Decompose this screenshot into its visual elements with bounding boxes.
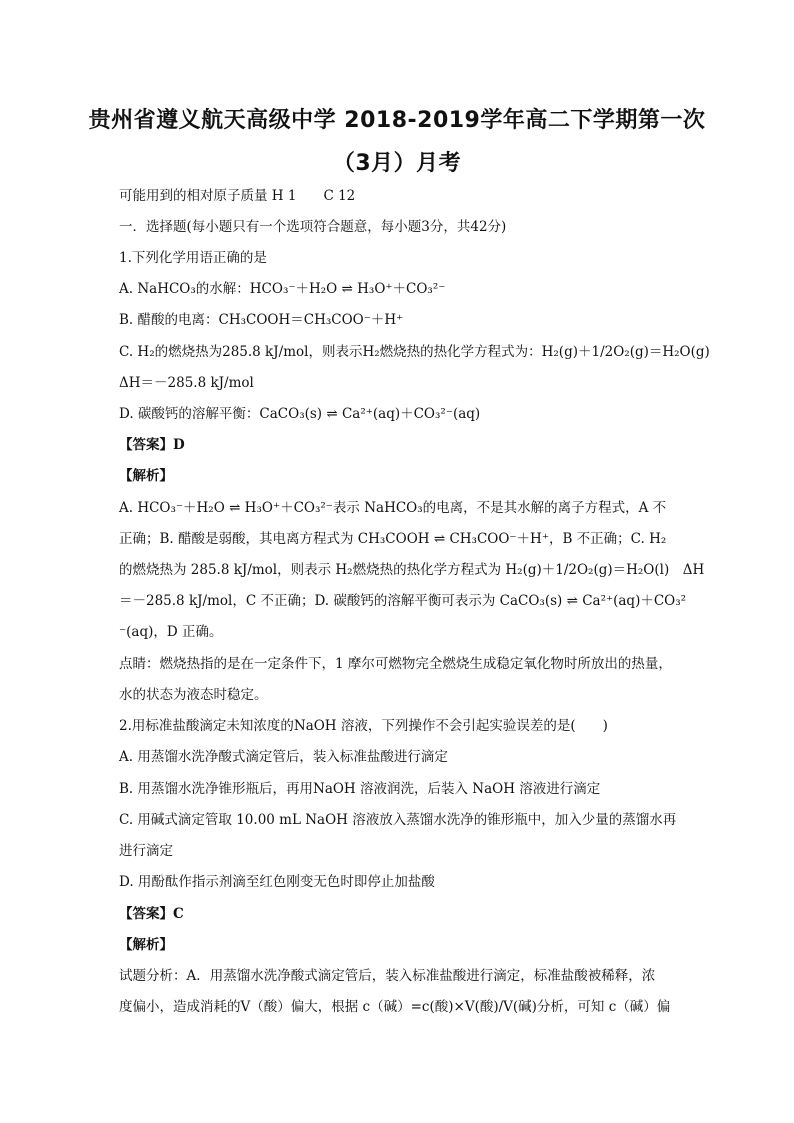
question-1-analysis-line: 的燃烧热为 285.8 kJ/mol，则表示 H₂燃烧热的热化学方程式为 H₂(g)＋1/2O₂(g)＝H₂O(l) ΔH [119,562,705,578]
question-1-option-d: D. 碳酸钙的溶解平衡：CaCO₃(s) ⇌ Ca²⁺(aq)＋CO₃²⁻(aq) [119,406,481,422]
question-1-analysis-line: ＝－285.8 kJ/mol，C 不正确；D. 碳酸钙的溶解平衡可表示为 CaCO₃(s) ⇌ Ca²⁺(aq)＋CO₃² [119,593,687,609]
question-2-option-a: A. 用蒸馏水洗净酸式滴定管后，装入标准盐酸进行滴定 [119,749,448,765]
atomic-mass-note: 可能用到的相对原子质量 H 1 C 12 [119,188,356,204]
question-1-note-cont: 水的状态为液态时稳定。 [119,687,268,703]
question-2-option-c-cont: 进行滴定 [119,843,173,859]
question-2-stem: 2.用标准盐酸滴定未知浓度的NaOH 溶液，下列操作不会引起实验误差的是( ) [119,718,608,734]
question-1-answer: 【答案】D [119,437,185,453]
question-2-option-d: D. 用酚酞作指示剂滴至红色刚变无色时即停止加盐酸 [119,874,435,890]
question-1-analysis-line: A. HCO₃⁻＋H₂O ⇌ H₃O⁺＋CO₃²⁻表示 NaHCO₃的电离，不是其水解的离子方程式，A 不 [119,500,667,516]
page-title-line-2: （3月）月考 [332,151,462,176]
question-1-note: 点睛：燃烧热指的是在一定条件下，1 摩尔可燃物完全燃烧生成稳定氧化物时所放出的热量， [119,656,672,672]
question-2-analysis-line: 度偏小，造成消耗的V（酸）偏大，根据 c（碱）=c(酸)×V(酸)/V(碱)分析，可知 c（碱）偏 [119,999,671,1015]
question-2-analysis-label: 【解析】 [119,937,173,953]
question-1-stem: 1.下列化学用语正确的是 [119,250,267,266]
section-heading: 一．选择题(每小题只有一个选项符合题意，每小题3分，共42分) [119,219,507,235]
question-1-option-c: C. H₂的燃烧热为285.8 kJ/mol，则表示H₂燃烧热的热化学方程式为：H₂(g)＋1/2O₂(g)＝H₂O(g) [119,344,710,360]
question-1-option-b: B. 醋酸的电离：CH₃COOH＝CH₃COO⁻＋H⁺ [119,312,404,328]
question-2-option-c: C. 用碱式滴定管取 10.00 mL NaOH 溶液放入蒸馏水洗净的锥形瓶中，加入少量的蒸馏水再 [119,812,677,828]
question-1-analysis-line: 正确；B. 醋酸是弱酸，其电离方程式为 CH₃COOH ⇌ CH₃COO⁻＋H⁺，B 不正确；C. H₂ [119,531,667,547]
question-1-analysis-line: ⁻(aq)，D 正确。 [119,624,223,640]
page-title-line-1: 贵州省遵义航天高级中学 2018-2019学年高二下学期第一次 [88,108,706,133]
question-2-analysis-line: 试题分析：A．用蒸馏水洗净酸式滴定管后，装入标准盐酸进行滴定，标准盐酸被稀释，浓 [119,968,656,984]
question-2-option-b: B. 用蒸馏水洗净锥形瓶后，再用NaOH 溶液润洗，后装入 NaOH 溶液进行滴定 [119,781,601,797]
question-1-analysis-label: 【解析】 [119,468,173,484]
question-1-option-a: A. NaHCO₃的水解：HCO₃⁻＋H₂O ⇌ H₃O⁺＋CO₃²⁻ [119,281,446,297]
question-2-answer: 【答案】C [119,906,184,922]
question-1-option-c-cont: ΔH＝－285.8 kJ/mol [119,375,254,391]
